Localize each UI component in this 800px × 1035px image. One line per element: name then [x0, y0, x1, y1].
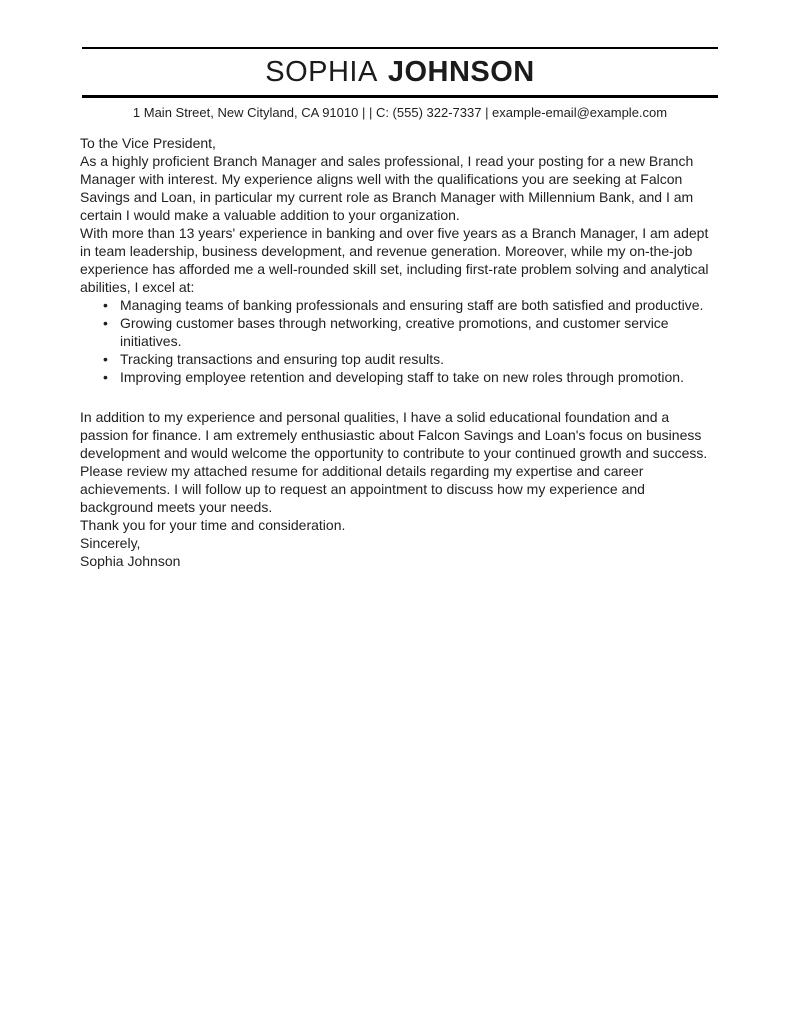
letter-body: [80, 134, 718, 570]
contact-line: 1 Main Street, New Cityland, CA 91010 | | C: (555) 322-7337 | example-email@example.com: [132, 105, 668, 120]
skills-list: [80, 296, 718, 386]
list-item: • Growing customer bases through networking, creative promotions, and customer service initiatives.: [80, 314, 718, 350]
paragraph-intro: As a highly proficient Branch Manager and sales professional, I read your posting for a new Branch Manager with interest. My experience aligns well with the qualifications you are seeking at Falcon Savings and Loan, in particular my current role as Branch Manager with Millennium Bank, and I am certain I would make a valuable addition to your organization.: [80, 153, 694, 223]
salutation: To the Vice President,: [80, 135, 216, 151]
paragraph-education: In addition to my experience and personal qualities, I have a solid educational foundation and a passion for finance. I am extremely enthusiastic about Falcon Savings and Loan's focus on business development and would welcome the opportunity to contribute to your continued growth and success.: [80, 409, 708, 461]
closing-thanks: Thank you for your time and consideration.: [80, 517, 346, 533]
page-title: [82, 49, 718, 95]
last-name: JOHNSON: [387, 55, 535, 88]
signature-name: Sophia Johnson: [80, 553, 181, 569]
letter-header: [0, 47, 800, 121]
header-bottom-rule: [82, 95, 718, 98]
list-item: • Managing teams of banking professionals and ensuring staff are both satisfied and productive.: [80, 296, 718, 314]
list-item: • Improving employee retention and developing staff to take on new roles through promotion.: [80, 368, 718, 386]
paragraph-experience: With more than 13 years' experience in banking and over five years as a Branch Manager, I am adept in team leadership, business development, and revenue generation. Moreover, while my on-the-job experience has afforded me a well-rounded skill set, including first-rate problem solving and analytical abilities, I excel at:: [80, 225, 709, 295]
paragraph-resume: Please review my attached resume for additional details regarding my expertise and career achievements. I will follow up to request an appointment to discuss how my experience and background meets your needs.: [80, 463, 645, 515]
list-item: • Tracking transactions and ensuring top audit results.: [80, 350, 718, 368]
first-name: SOPHIA: [265, 55, 378, 88]
closing-valediction: Sincerely,: [80, 535, 141, 551]
